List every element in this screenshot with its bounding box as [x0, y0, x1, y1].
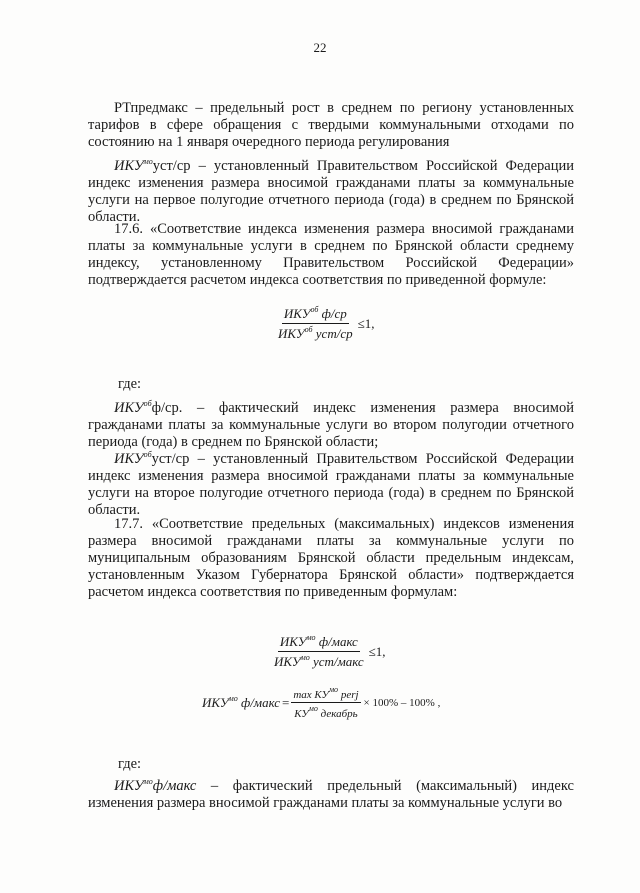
paragraph-rt-predmaks [88, 100, 574, 151]
paragraph-iku-ust-sr [88, 153, 574, 226]
symbol-superscript: мо [143, 777, 153, 786]
formula-3-lhs: $ИКУ^{мо}$ ф/макс [202, 694, 280, 710]
symbol-superscript: об [143, 399, 152, 408]
formula-2 [272, 633, 386, 670]
symbol-superscript: об [143, 450, 152, 459]
paragraph-text: 17.7. «Соответствие предельных (максимальных) индексов изменения размера вносимой гражданами платы за коммунальные услуги по муниципальным образованиям Брянской области предельным индексам, установленным Указом Губернатора Брянской области» подтверждается расчетом индекса соответствия по приведенным формулам: [88, 516, 574, 600]
formula-1 [276, 305, 374, 342]
symbol-subscript: уст/ср [152, 158, 191, 174]
formula-3-denominator: $КУ^{мо}$ декабрь [294, 704, 358, 720]
paragraph-text: 17.6. «Соответствие индекса изменения размера вносимой гражданами платы за коммунальные услуги в среднем по Брянской области среднему индексу, установленному Правительством Российской Федерации» подтверждается расчетом индекса соответствия по приведенной формуле: [88, 221, 574, 288]
formula-3-numerator: $\max КУ^{мо}$ perj [293, 685, 359, 701]
paragraph-iku-f-maks [88, 773, 574, 812]
paragraph-17-6 [88, 221, 574, 289]
formula-3 [202, 685, 440, 720]
formula-2-denominator: $ИКУ^{мо}$ уст/макс [274, 653, 364, 669]
formula-1-fraction [276, 305, 355, 342]
formula-1-denominator: $ИКУ^{об}$ уст/ср [278, 325, 353, 341]
formula-2-relation: ≤1, [368, 643, 386, 659]
paragraph-iku-f-sr [88, 395, 574, 451]
page-number: 22 [313, 40, 327, 55]
symbol-subscript: ф/макс [152, 778, 197, 794]
paragraph-text: – фактический предельный (максимальный) индекс изменения размера вносимой гражданами платы за коммунальные услуги во [88, 778, 574, 811]
symbol: ИКУ [114, 158, 144, 174]
where-label-1: где: [118, 376, 142, 392]
symbol-subscript: уст/ср [151, 451, 190, 467]
symbol: ИКУ [114, 400, 144, 416]
symbol: ИКУ [114, 451, 144, 467]
formula-3-fraction [291, 685, 360, 720]
paragraph-text: – установленный Правительством Российской Федерации индекс изменения размера вносимой гражданами платы за коммунальные услуги на первое полугодие отчетного периода (года) в среднем по Брянской области. [88, 158, 574, 225]
paragraph-text: – установленный Правительством Российской Федерации индекс изменения размера вносимой гражданами платы за коммунальные услуги на второе полугодие отчетного периода (года) в среднем по Брянской области. [88, 451, 574, 518]
where-label-2: где: [118, 756, 142, 772]
paragraph-text: – фактический индекс изменения размера вносимой гражданами платы за коммунальные услуги во втором полугодии отчетного периода (года) в среднем по Брянской области; [88, 400, 574, 450]
paragraph-17-7 [88, 516, 574, 601]
formula-1-numerator: $ИКУ^{об}$ ф/ср [282, 305, 349, 324]
symbol: ИКУ [114, 778, 144, 794]
symbol-subscript: ф/ср. [151, 400, 183, 416]
paragraph-text: РТпредмакс – предельный рост в среднем по региону установленных тарифов в сфере обращения с твердыми коммунальными отходами по состоянию на 1 января очередного периода регулирования [88, 100, 574, 150]
formula-2-numerator: $ИКУ^{мо}$ ф/макс [278, 633, 360, 652]
formula-2-fraction [272, 633, 366, 670]
symbol-superscript: мо [143, 157, 153, 166]
formula-3-tail: × 100% – 100% , [363, 696, 441, 709]
formula-3-equals: = [281, 694, 290, 710]
paragraph-iku-ust-sr-2 [88, 446, 574, 519]
formula-1-relation: ≤1, [357, 315, 375, 331]
